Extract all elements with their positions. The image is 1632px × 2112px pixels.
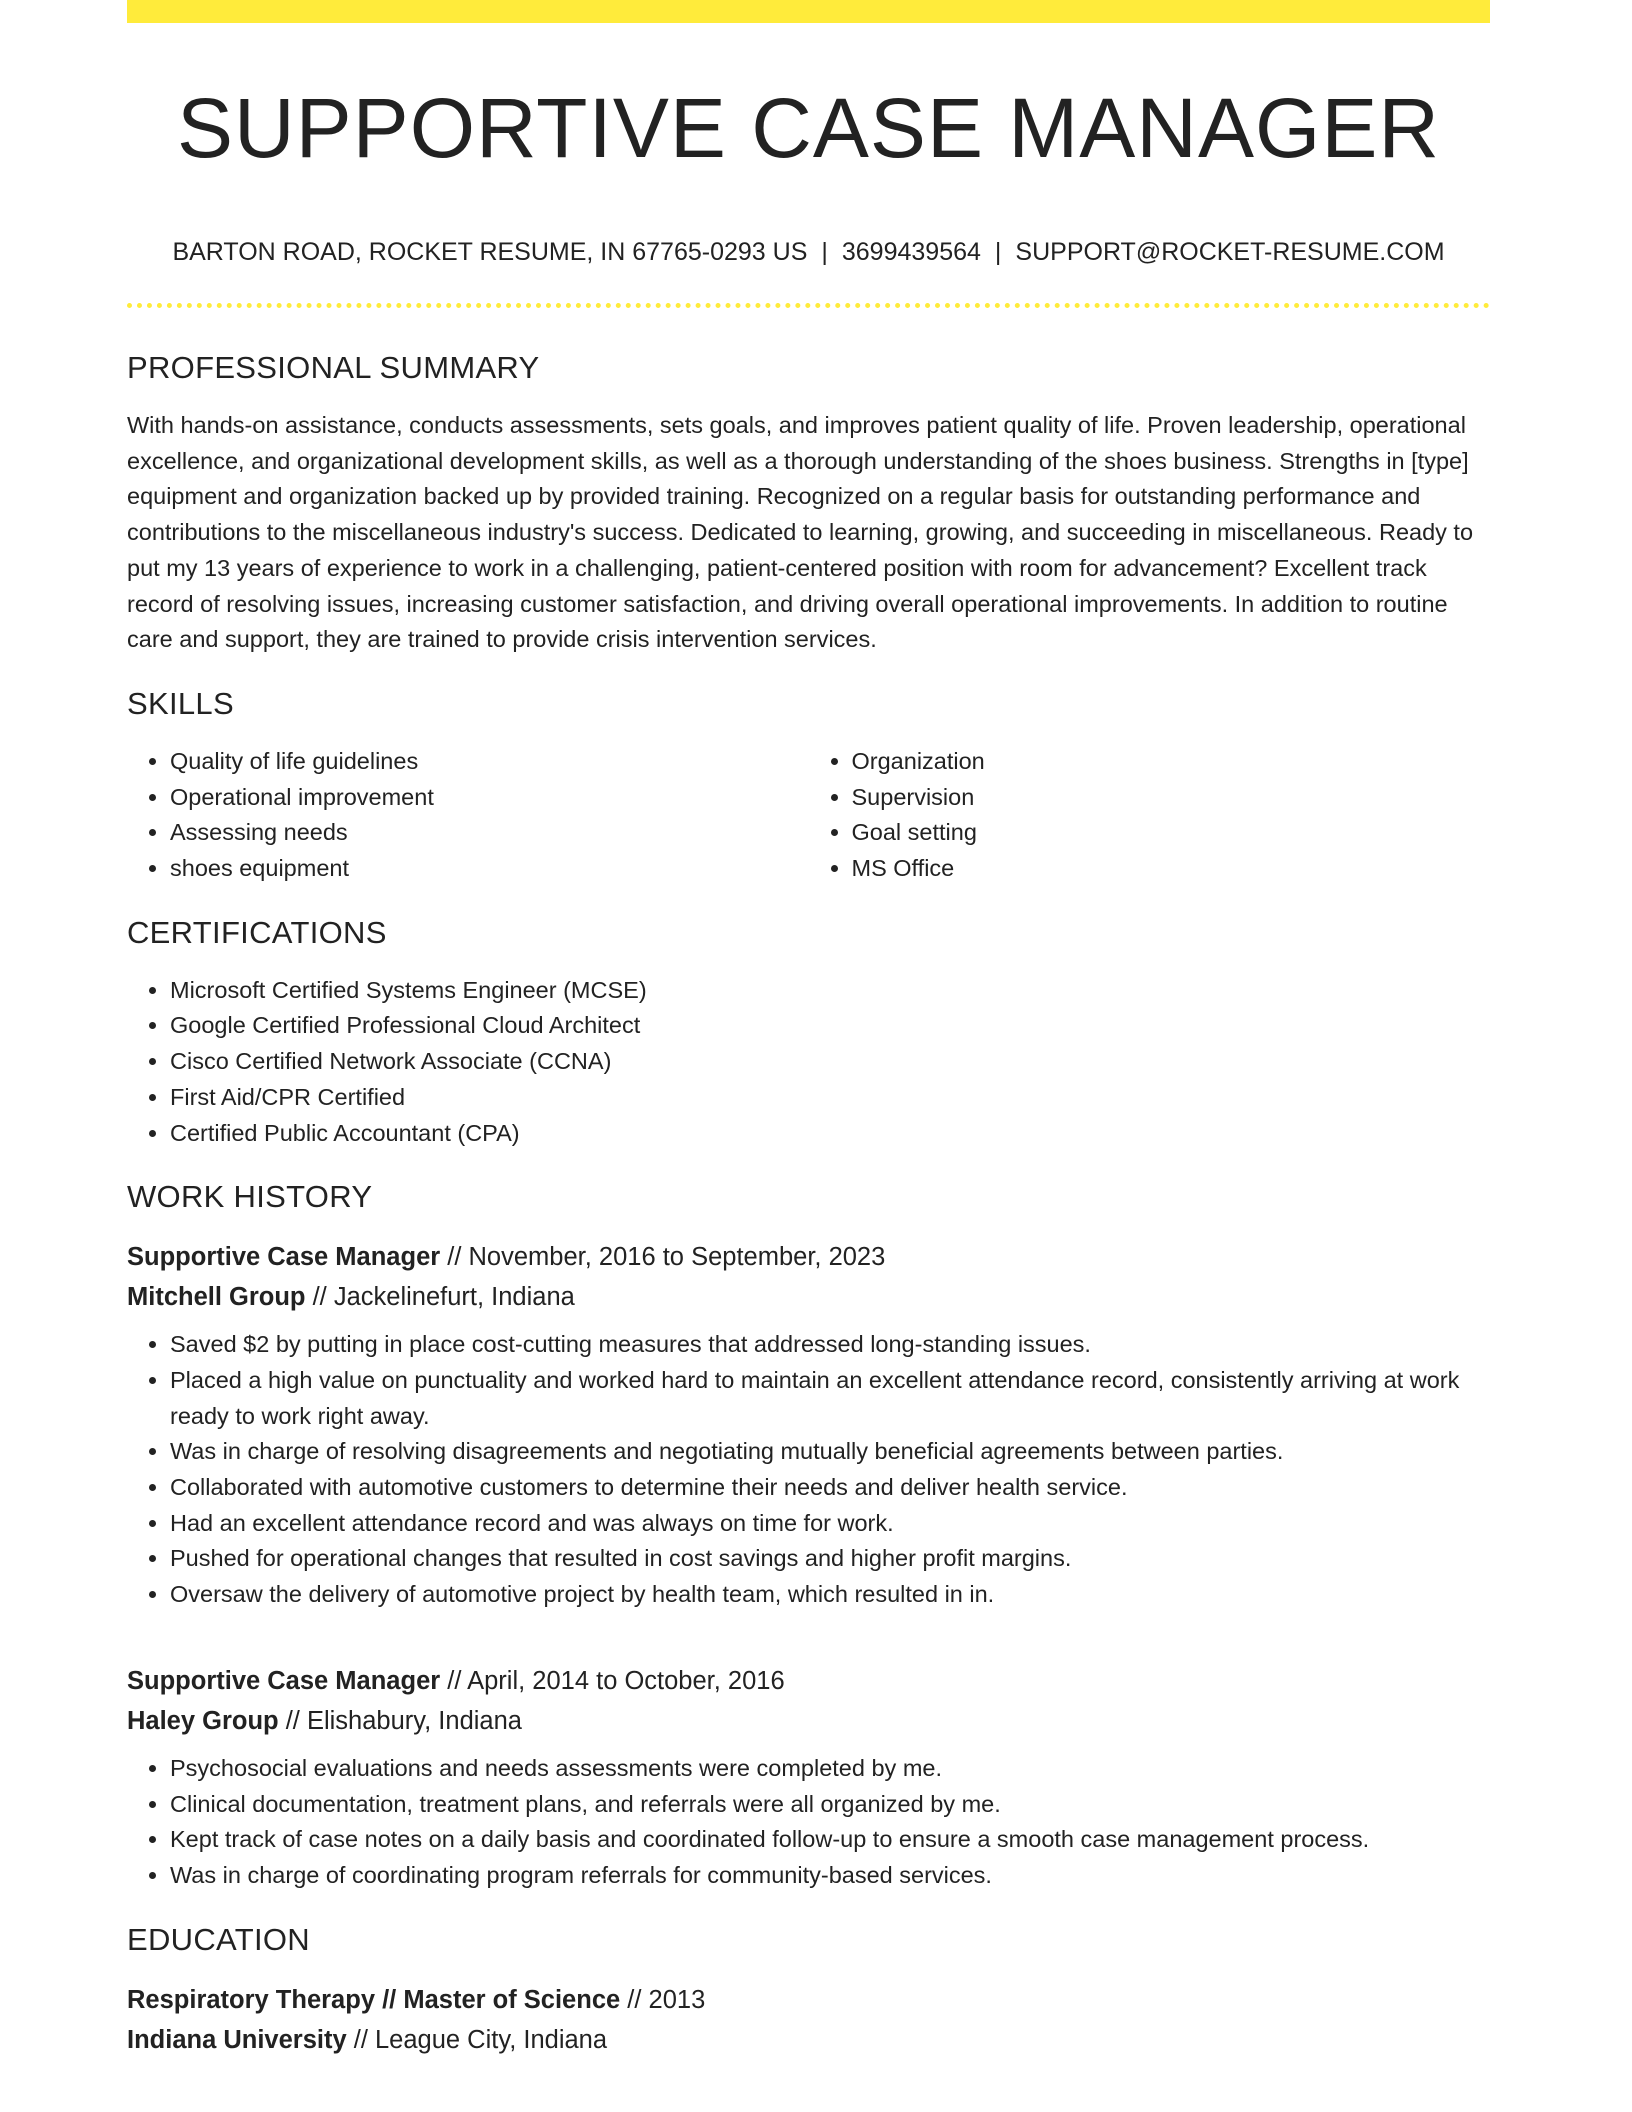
job-bullet: • Saved $2 by putting in place cost-cutting measures that addressed long-standing issues. bbox=[170, 1327, 1490, 1363]
job-bullet: • Oversaw the delivery of automotive project by health team, which resulted in in. bbox=[170, 1577, 1490, 1613]
separator: | bbox=[821, 238, 828, 266]
skills-columns bbox=[127, 744, 1490, 887]
job-dates: // April, 2014 to October, 2016 bbox=[447, 1666, 785, 1695]
job-bullets bbox=[127, 1751, 1490, 1894]
job-bullet: • Was in charge of coordinating program referrals for community-based services. bbox=[170, 1858, 1490, 1894]
certification-item: • Cisco Certified Network Associate (CCNA) bbox=[170, 1044, 1490, 1080]
job-title-line bbox=[127, 1237, 1490, 1277]
job-bullet: • Pushed for operational changes that resulted in cost savings and higher profit margins. bbox=[170, 1541, 1490, 1577]
job-company: Mitchell Group bbox=[127, 1283, 306, 1312]
email: SUPPORT@ROCKET-RESUME.COM bbox=[1015, 238, 1445, 266]
job-company-line bbox=[127, 1701, 1490, 1741]
skill-item: • Goal setting bbox=[852, 815, 1491, 851]
skills-left-list bbox=[127, 744, 809, 887]
skill-item: • Organization bbox=[852, 744, 1491, 780]
candidate-title: SUPPORTIVE CASE MANAGER bbox=[176, 81, 1441, 175]
separator: | bbox=[994, 238, 1002, 266]
job-role: Supportive Case Manager bbox=[127, 1243, 441, 1272]
skill-item: • Assessing needs bbox=[170, 815, 809, 851]
certification-item: • First Aid/CPR Certified bbox=[170, 1080, 1490, 1116]
certification-item: • Google Certified Professional Cloud Architect bbox=[170, 1008, 1490, 1044]
certification-item: • Certified Public Accountant (CPA) bbox=[170, 1116, 1490, 1152]
certifications-heading: CERTIFICATIONS bbox=[127, 914, 387, 950]
resume-content bbox=[127, 350, 1490, 2060]
phone: 3699439564 bbox=[841, 238, 981, 266]
skills-heading: SKILLS bbox=[127, 685, 234, 721]
job-bullet: • Clinical documentation, treatment plans, and referrals were all organized by me. bbox=[170, 1787, 1490, 1823]
job-role: Supportive Case Manager bbox=[127, 1666, 441, 1695]
job-location: // Elishabury, Indiana bbox=[285, 1706, 522, 1735]
education-heading: EDUCATION bbox=[127, 1921, 310, 1957]
certification-item: • Microsoft Certified Systems Engineer (MCSE) bbox=[170, 973, 1490, 1009]
address: BARTON ROAD, ROCKET RESUME, IN 67765-0293 US bbox=[172, 238, 808, 266]
accent-bar bbox=[127, 0, 1490, 23]
job-bullet: • Psychosocial evaluations and needs assessments were completed by me. bbox=[170, 1751, 1490, 1787]
job-bullet: • Was in charge of resolving disagreements and negotiating mutually beneficial agreements between parties. bbox=[170, 1434, 1490, 1470]
job-bullet: • Kept track of case notes on a daily basis and coordinated follow-up to ensure a smooth case management process. bbox=[170, 1822, 1490, 1858]
education-school-line bbox=[127, 2020, 1490, 2060]
education-school: Indiana University bbox=[127, 2025, 347, 2054]
work-history-heading: WORK HISTORY bbox=[127, 1179, 373, 1215]
skill-item: • Operational improvement bbox=[170, 780, 809, 816]
job-company: Haley Group bbox=[127, 1706, 279, 1735]
dotted-divider bbox=[127, 303, 1490, 308]
skills-right-list bbox=[809, 744, 1491, 887]
job-bullets bbox=[127, 1327, 1490, 1613]
job-bullet: • Placed a high value on punctuality and worked hard to maintain an excellent attendance record, consistently arriving at work ready to work right away. bbox=[170, 1363, 1490, 1434]
job-entry bbox=[127, 1237, 1490, 1613]
job-dates: // November, 2016 to September, 2023 bbox=[447, 1243, 886, 1272]
summary-heading: PROFESSIONAL SUMMARY bbox=[127, 350, 540, 385]
skill-item: • Supervision bbox=[852, 780, 1491, 816]
skill-item: • shoes equipment bbox=[170, 851, 809, 887]
education-location: // League City, Indiana bbox=[353, 2025, 608, 2054]
job-bullet: • Had an excellent attendance record and was always on time for work. bbox=[170, 1506, 1490, 1542]
education-degree-line bbox=[127, 1980, 1490, 2020]
job-company-line bbox=[127, 1277, 1490, 1317]
contact-line bbox=[127, 238, 1490, 267]
job-entry bbox=[127, 1661, 1490, 1894]
certifications-list bbox=[127, 973, 1490, 1152]
skill-item: • Quality of life guidelines bbox=[170, 744, 809, 780]
job-bullet: • Collaborated with automotive customers to determine their needs and deliver health service. bbox=[170, 1470, 1490, 1506]
skill-item: • MS Office bbox=[852, 851, 1491, 887]
job-title-line bbox=[127, 1661, 1490, 1701]
education-degree: Respiratory Therapy // Master of Science bbox=[127, 1985, 621, 2014]
summary-text: With hands-on assistance, conducts assessments, sets goals, and improves patient quality of life. Proven leadership, operational excellence, and organizational development skills, as well as a thorough understanding of the shoes business. Strengths in [type] equipment and organization backed up by provided training. Recognized on a regular basis for outstanding performance and contributions to the miscellaneous industry's success. Dedicated to learning, growing, and succeeding in miscellaneous. Ready to put my 13 years of experience to work in a challenging, patient-centered position with room for advancement? Excellent track record of resolving issues, increasing customer satisfaction, and driving overall operational improvements. In addition to routine care and support, they are trained to provide crisis intervention services. bbox=[127, 412, 1474, 653]
job-location: // Jackelinefurt, Indiana bbox=[312, 1283, 575, 1312]
education-year: // 2013 bbox=[627, 1985, 706, 2014]
